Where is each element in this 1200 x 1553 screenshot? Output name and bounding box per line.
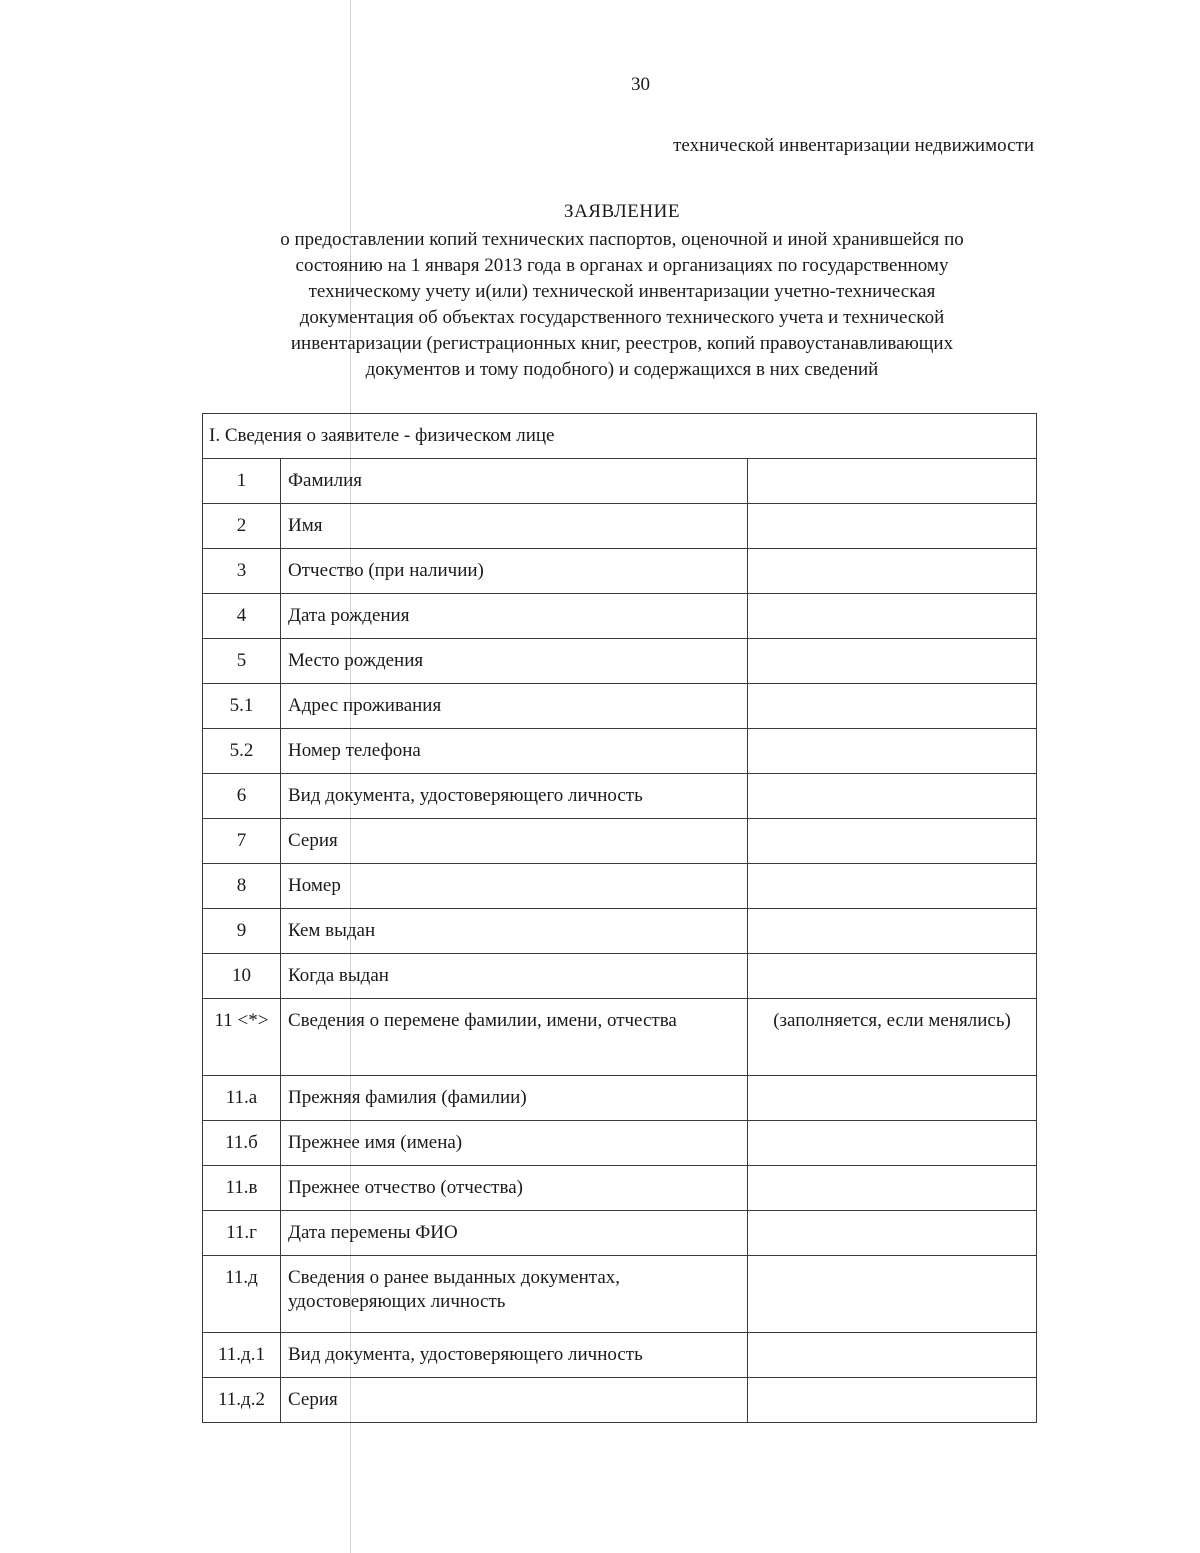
row-label: Сведения о ранее выданных документах, удостоверяющих личность: [281, 1256, 748, 1333]
row-value-field[interactable]: [748, 1211, 1037, 1256]
row-number: 11.д: [203, 1256, 281, 1333]
row-value-field[interactable]: [748, 864, 1037, 909]
row-value-field[interactable]: [748, 774, 1037, 819]
row-number: 9: [203, 909, 281, 954]
header-line: технической инвентаризации недвижимости: [673, 135, 1034, 156]
form-row: [203, 1121, 1037, 1166]
row-label: Дата рождения: [281, 594, 748, 639]
page-number: 30: [631, 74, 650, 95]
subtitle-line: техническому учету и(или) технической инвентаризации учетно-техническая: [308, 281, 936, 302]
form-row: [203, 594, 1037, 639]
form-row: [203, 774, 1037, 819]
form-row: [203, 819, 1037, 864]
row-value-field[interactable]: [748, 594, 1037, 639]
row-number: 5: [203, 639, 281, 684]
section-title: I. Сведения о заявителе - физическом лице: [203, 414, 1037, 459]
form-row: [203, 1166, 1037, 1211]
row-label: Когда выдан: [281, 954, 748, 999]
row-label: Прежняя фамилия (фамилии): [281, 1076, 748, 1121]
form-row: [203, 909, 1037, 954]
row-label: Кем выдан: [281, 909, 748, 954]
row-number: 5.2: [203, 729, 281, 774]
row-number: 11.г: [203, 1211, 281, 1256]
document-title: ЗАЯВЛЕНИЕ: [564, 201, 680, 222]
form-row: [203, 684, 1037, 729]
row-label: Дата перемены ФИО: [281, 1211, 748, 1256]
section-header-row: [203, 414, 1037, 459]
subtitle-line: документация об объектах государственного технического учета и технической: [299, 307, 945, 328]
subtitle-line: документов и тому подобного) и содержащихся в них сведений: [365, 359, 879, 380]
form-row: [203, 459, 1037, 504]
row-label: Номер: [281, 864, 748, 909]
row-value-field[interactable]: [748, 954, 1037, 999]
form-row: [203, 864, 1037, 909]
form-row: [203, 1076, 1037, 1121]
row-value-field[interactable]: [748, 1378, 1037, 1423]
row-number: 2: [203, 504, 281, 549]
row-value-field[interactable]: [748, 1256, 1037, 1333]
document-subtitle: [200, 227, 1044, 383]
form-row: [203, 1378, 1037, 1423]
form-row: [203, 504, 1037, 549]
row-number: 11.а: [203, 1076, 281, 1121]
row-value-field[interactable]: [748, 549, 1037, 594]
row-value-field[interactable]: [748, 504, 1037, 549]
row-value-field[interactable]: [748, 684, 1037, 729]
row-label: Сведения о перемене фамилии, имени, отчества: [281, 999, 748, 1076]
row-value-field[interactable]: (заполняется, если менялись): [748, 999, 1037, 1076]
form-row: [203, 549, 1037, 594]
row-number: 11.д.1: [203, 1333, 281, 1378]
subtitle-line: о предоставлении копий технических паспортов, оценочной и иной хранившейся по: [280, 229, 964, 250]
row-number: 11.б: [203, 1121, 281, 1166]
applicant-form-table: [202, 413, 1037, 1423]
row-value-field[interactable]: [748, 729, 1037, 774]
row-number: 3: [203, 549, 281, 594]
row-label: Серия: [281, 819, 748, 864]
form-row: [203, 999, 1037, 1076]
form-row: [203, 1211, 1037, 1256]
row-label: Вид документа, удостоверяющего личность: [281, 1333, 748, 1378]
row-value-field[interactable]: [748, 1076, 1037, 1121]
row-value-field[interactable]: [748, 909, 1037, 954]
subtitle-line: инвентаризации (регистрационных книг, реестров, копий правоустанавливающих: [290, 333, 954, 354]
subtitle-line: состоянию на 1 января 2013 года в органах и организациях по государственному: [295, 255, 949, 276]
row-value-field[interactable]: [748, 1121, 1037, 1166]
row-label: Номер телефона: [281, 729, 748, 774]
row-value-field[interactable]: [748, 1166, 1037, 1211]
row-label: Имя: [281, 504, 748, 549]
form-row: [203, 729, 1037, 774]
row-number: 10: [203, 954, 281, 999]
row-number: 11 <*>: [203, 999, 281, 1076]
row-value-field[interactable]: [748, 1333, 1037, 1378]
form-row: [203, 1256, 1037, 1333]
form-row: [203, 639, 1037, 684]
row-number: 1: [203, 459, 281, 504]
row-number: 11.в: [203, 1166, 281, 1211]
row-number: 6: [203, 774, 281, 819]
row-label: Адрес проживания: [281, 684, 748, 729]
row-number: 5.1: [203, 684, 281, 729]
row-value-field[interactable]: [748, 639, 1037, 684]
row-number: 7: [203, 819, 281, 864]
row-number: 4: [203, 594, 281, 639]
row-value-field[interactable]: [748, 459, 1037, 504]
row-label: Серия: [281, 1378, 748, 1423]
row-label: Прежнее отчество (отчества): [281, 1166, 748, 1211]
row-number: 8: [203, 864, 281, 909]
row-label: Место рождения: [281, 639, 748, 684]
row-number: 11.д.2: [203, 1378, 281, 1423]
form-row: [203, 954, 1037, 999]
row-label: Вид документа, удостоверяющего личность: [281, 774, 748, 819]
form-row: [203, 1333, 1037, 1378]
row-label: Прежнее имя (имена): [281, 1121, 748, 1166]
row-label: Отчество (при наличии): [281, 549, 748, 594]
row-value-field[interactable]: [748, 819, 1037, 864]
row-label: Фамилия: [281, 459, 748, 504]
